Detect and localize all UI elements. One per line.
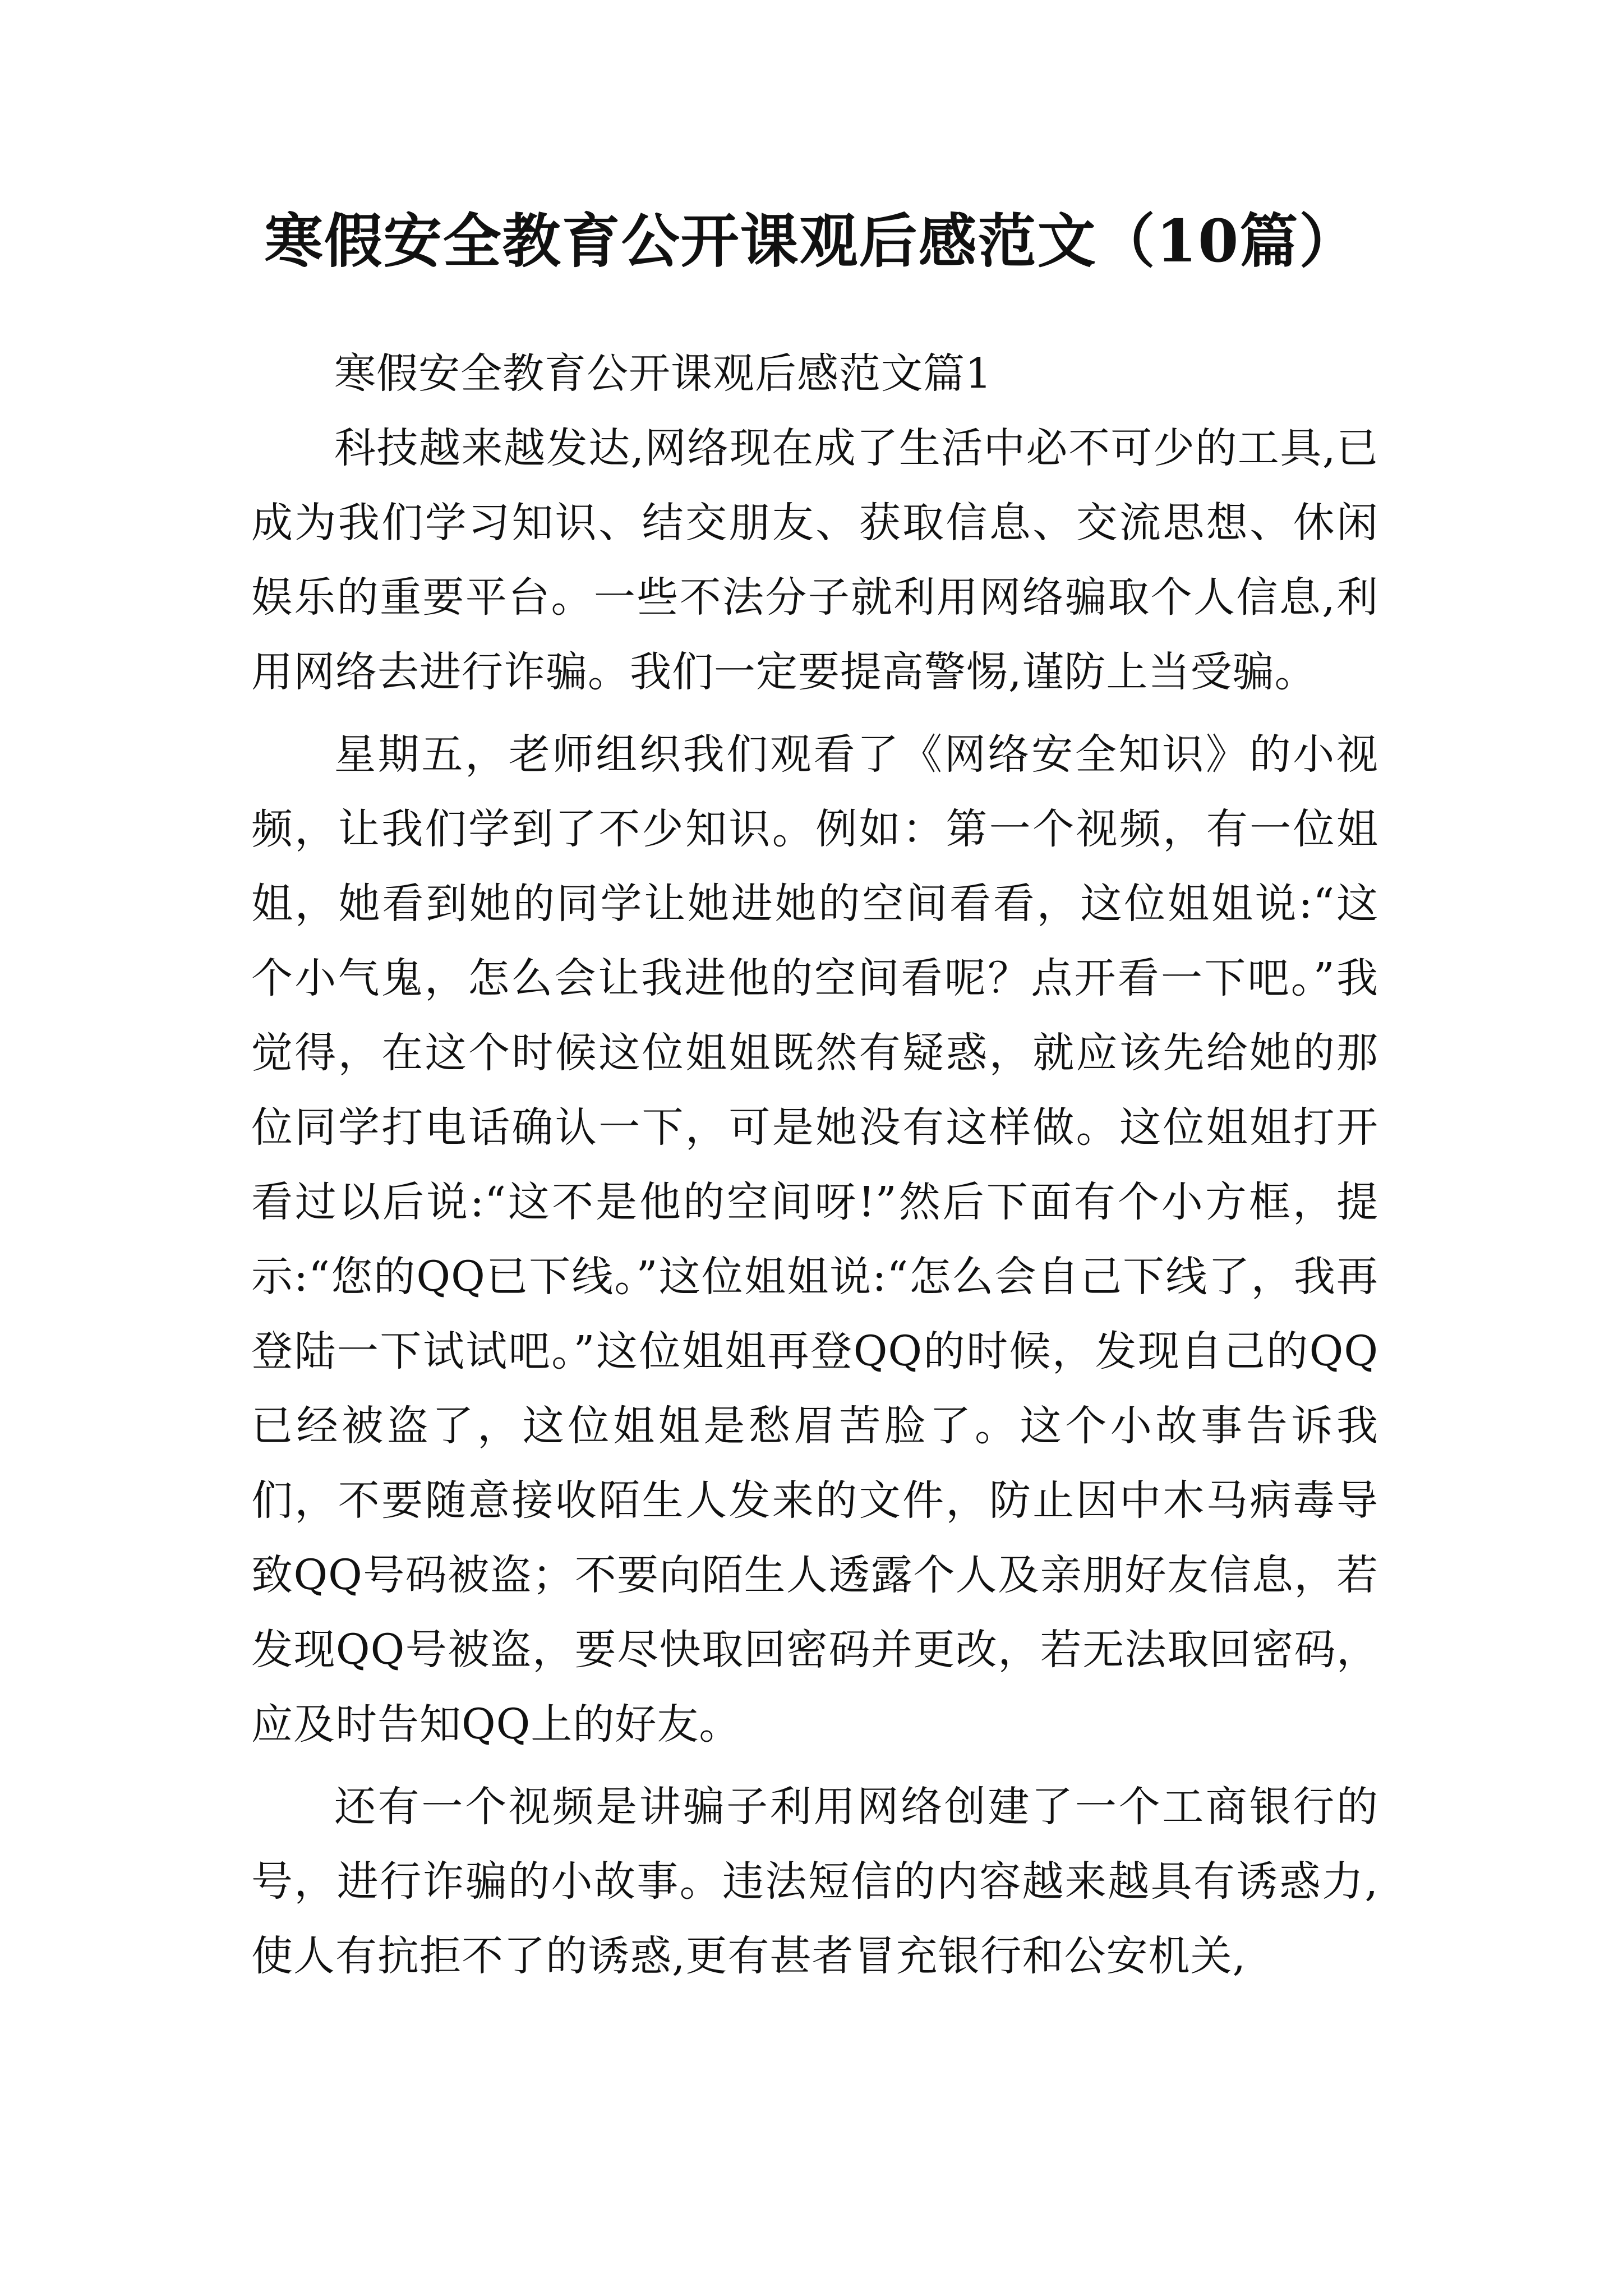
paragraph: 星期五，老师组织我们观看了《网络安全知识》的小视频，让我们学到了不少知识。例如：第一个视频，有一位姐姐，她看到她的同学让她进她的空间看看，这位姐姐说:“这个小气鬼，怎么会让我进他的空间看呢？点开看一下吧。”我觉得，在这个时候这位姐姐既然有疑惑，就应该先给她的那位同学打电话确认一下，可是她没有这样做。这位姐姐打开看过以后说:“这不是他的空间呀!”然后下面有个小方框，提示:“您的QQ已下线。”这位姐姐说:“怎么会自己下线了，我再登陆一下试试吧。”这位姐姐再登QQ的时候，发现自己的QQ已经被盗了，这位姐姐是愁眉苦脸了。这个小故事告诉我们，不要随意接收陌生人发来的文件，防止因中木马病毒导致QQ号码被盗；不要向陌生人透露个人及亲朋好友信息，若发现QQ号被盗，要尽快取回密码并更改，若无法取回密码，应及时告知QQ上的好友。 <box>251 730 1378 1749</box>
paragraph: 还有一个视频是讲骗子利用网络创建了一个工商银行的号，进行诈骗的小故事。违法短信的内容越来越具有诱惑力,使人有抗拒不了的诱惑,更有甚者冒充银行和公安机关, <box>251 1783 1378 1980</box>
document-body <box>251 337 1378 2001</box>
paragraph: 科技越来越发达,网络现在成了生活中必不可少的工具,已成为我们学习知识、结交朋友、获取信息、交流思想、休闲娱乐的重要平台。一些不法分子就利用网络骗取个人信息,利用网络去进行诈骗。我们一定要提高警惕,谨防上当受骗。 <box>251 424 1378 696</box>
document-title: 寒假安全教育公开课观后感范文（10篇） <box>264 206 1359 275</box>
section-heading: 寒假安全教育公开课观后感范文篇1 <box>334 349 993 398</box>
